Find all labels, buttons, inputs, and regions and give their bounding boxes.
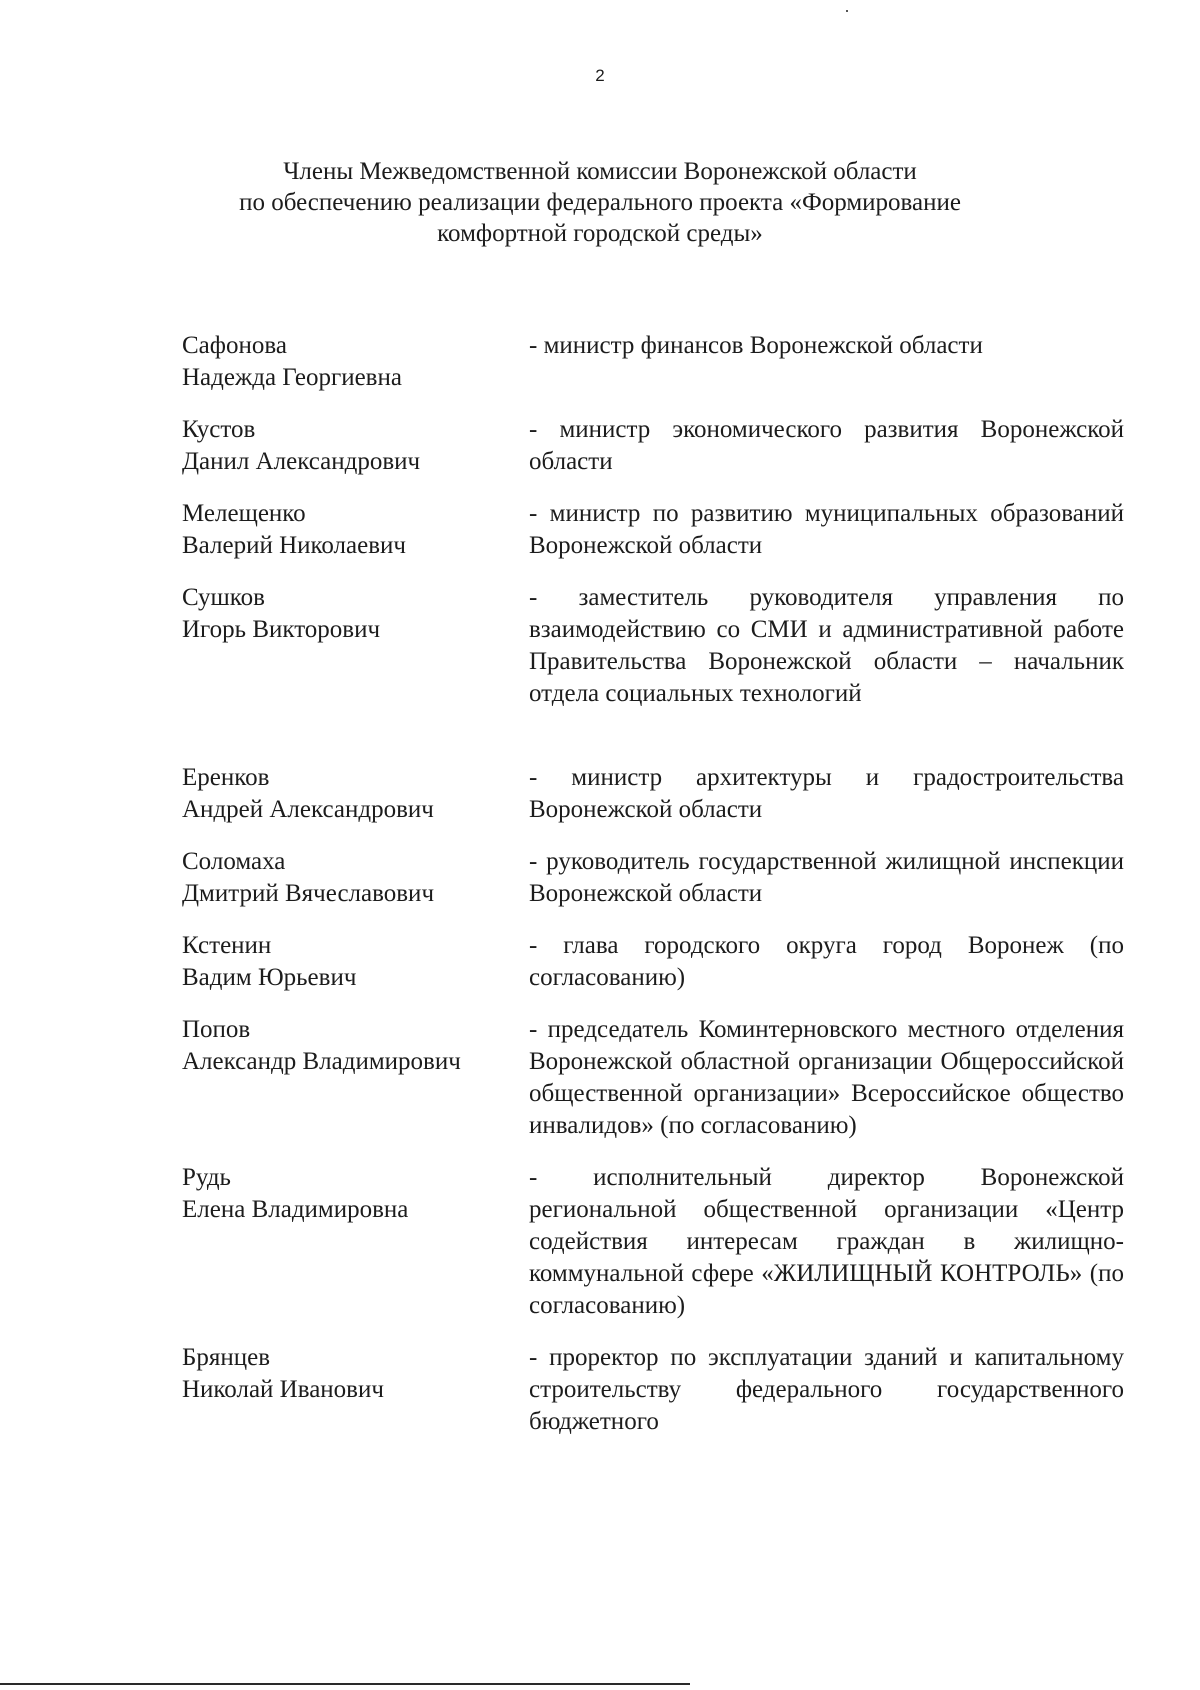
member-role: - министр по развитию муниципальных образований Воронежской области [529, 500, 1124, 559]
member-given-name: Елена Владимировна [182, 1196, 409, 1223]
member-name [182, 414, 529, 478]
member-name [182, 1342, 529, 1438]
member-given-name: Вадим Юрьевич [182, 964, 357, 991]
member-surname: Еренков [182, 764, 270, 791]
title-line: комфортной городской среды» [437, 220, 763, 247]
member-role: - председатель Коминтерновского местного отделения Воронежской областной организации Общероссийской общественной организации» Всероссийское общество инвалидов» (по согласованию) [529, 1016, 1124, 1139]
member-entry [182, 498, 1124, 562]
member-entry [182, 414, 1124, 478]
member-role: - министр экономического развития Воронежской области [529, 416, 1124, 475]
title-line: по обеспечению реализации федерального проекта «Формирование [239, 189, 961, 216]
title-line: Члены Межведомственной комиссии Воронежской области [283, 158, 917, 185]
member-surname: Сафонова [182, 332, 287, 359]
member-given-name: Валерий Николаевич [182, 532, 406, 559]
member-given-name: Дмитрий Вячеславович [182, 880, 435, 907]
member-role: - руководитель государственной жилищной инспекции Воронежской области [529, 848, 1124, 907]
member-role: - заместитель руководителя управления по взаимодействию со СМИ и административной работе Правительства Воронежской области – начальник отдела социальных технологий [529, 584, 1124, 707]
member-given-name: Николай Иванович [182, 1376, 384, 1403]
member-surname: Кустов [182, 416, 256, 443]
member-name [182, 582, 529, 710]
member-role: - глава городского округа город Воронеж (по согласованию) [529, 932, 1124, 991]
member-given-name: Александр Владимирович [182, 1048, 461, 1075]
member-surname: Попов [182, 1016, 251, 1043]
member-surname: Соломаха [182, 848, 286, 875]
member-surname: Мелещенко [182, 500, 306, 527]
member-name [182, 1162, 529, 1322]
member-role: - проректор по эксплуатации зданий и капитальному строительству федерального государственного бюджетного [529, 1344, 1124, 1435]
member-given-name: Надежда Георгиевна [182, 364, 402, 391]
member-name [182, 498, 529, 562]
member-given-name: Игорь Викторович [182, 616, 381, 643]
document-title [160, 156, 1040, 249]
member-entry [182, 930, 1124, 994]
member-name [182, 846, 529, 910]
member-name [182, 930, 529, 994]
member-entry [182, 1162, 1124, 1322]
member-entry [182, 1014, 1124, 1142]
member-surname: Рудь [182, 1164, 231, 1191]
member-given-name: Андрей Александрович [182, 796, 434, 823]
members-list [182, 330, 1124, 1458]
member-entry [182, 762, 1124, 826]
member-entry [182, 1342, 1124, 1438]
member-surname: Сушков [182, 584, 265, 611]
member-role: - исполнительный директор Воронежской региональной общественной организации «Центр содействия интересам граждан в жилищно-коммунальной сфере «ЖИЛИЩНЫЙ КОНТРОЛЬ» (по согласованию) [529, 1164, 1124, 1319]
page-number: 2 [595, 66, 605, 85]
scan-bottom-line [0, 1683, 690, 1685]
member-entry [182, 846, 1124, 910]
member-entry [182, 582, 1124, 710]
member-name [182, 762, 529, 826]
member-entry [182, 330, 1124, 394]
member-given-name: Данил Александрович [182, 448, 421, 475]
scan-speck [846, 10, 848, 12]
member-surname: Брянцев [182, 1344, 271, 1371]
member-surname: Кстенин [182, 932, 272, 959]
member-name [182, 330, 529, 394]
member-role: - министр финансов Воронежской области [529, 332, 983, 359]
member-name [182, 1014, 529, 1142]
member-role: - министр архитектуры и градостроительства Воронежской области [529, 764, 1124, 823]
